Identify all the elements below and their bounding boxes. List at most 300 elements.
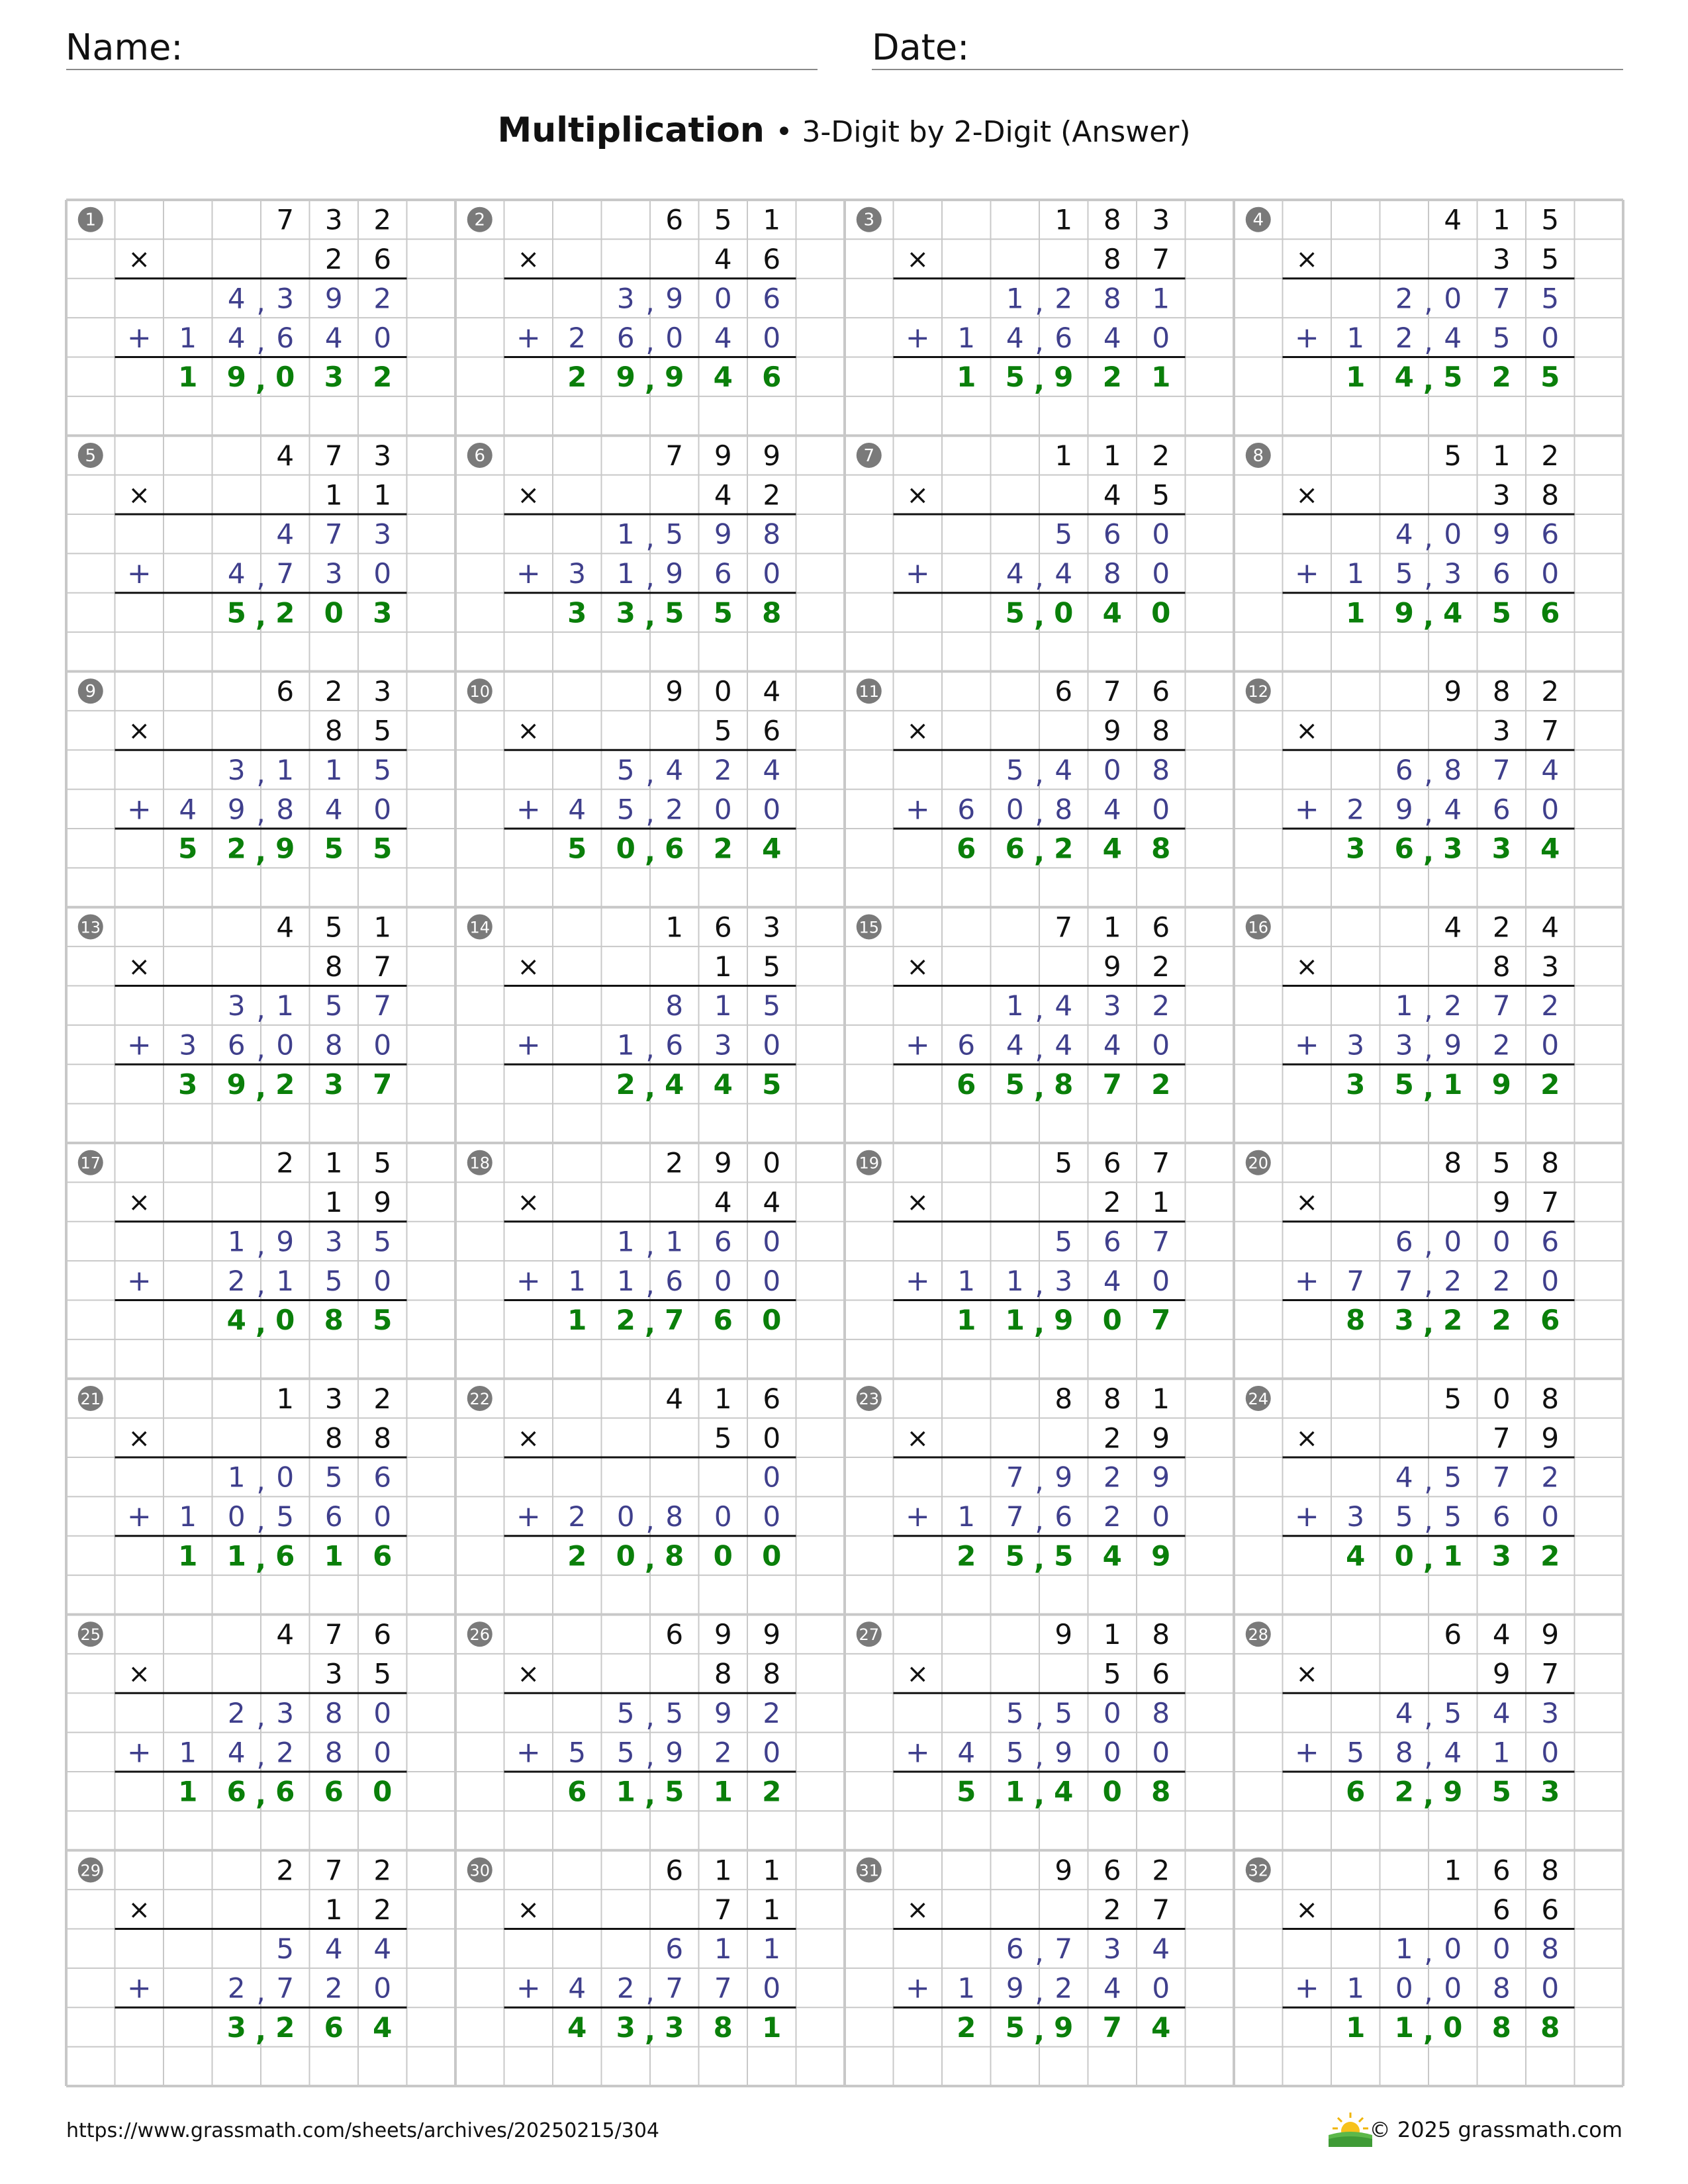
multiplicand-digit: 6 [665, 203, 684, 236]
partial-product-2-digit: 4 [1006, 1028, 1024, 1062]
partial-product-1-digit: 0 [276, 1461, 295, 1494]
answer-comma: , [1423, 1543, 1434, 1576]
problem-number: 12 [1248, 682, 1269, 702]
answer-digit: 6 [957, 1068, 976, 1101]
multiplicand-digit: 8 [1541, 1146, 1560, 1179]
partial-product-1-digit: 2 [373, 282, 392, 315]
partial-product-2-digit: 6 [665, 1264, 684, 1297]
partial-product-1-comma: , [1035, 993, 1044, 1026]
answer-digit: 8 [713, 2011, 733, 2044]
partial-product-2-digit: 0 [1541, 1028, 1560, 1062]
partial-product-1-digit: 4 [1055, 989, 1073, 1023]
partial-product-2-digit: 0 [373, 1264, 392, 1297]
answer-digit: 4 [226, 1304, 246, 1337]
answer-comma: , [645, 1543, 655, 1576]
partial-product-1-digit: 7 [1492, 753, 1511, 786]
answer-comma: , [256, 835, 266, 868]
partial-product-2-digit: 0 [373, 1028, 392, 1062]
problem-block [467, 1854, 796, 2047]
problem-number: 1 [85, 210, 97, 230]
page-title: Multiplication • 3-Digit by 2-Digit (Answer) [497, 111, 1191, 150]
plus-sign: + [905, 320, 930, 355]
partial-product-2-digit: 4 [227, 1736, 246, 1769]
problem-block [1246, 1618, 1575, 1811]
answer-digit: 3 [226, 2011, 246, 2044]
partial-product-2-digit: 5 [616, 1736, 635, 1769]
plus-sign: + [1294, 1971, 1319, 2005]
partial-product-1-digit: 1 [1152, 282, 1170, 315]
answer-digit: 4 [1443, 596, 1463, 629]
plus-sign: + [516, 1971, 541, 2005]
partial-product-2-digit: 0 [714, 1264, 732, 1297]
multiplicand-digit: 1 [1492, 439, 1511, 472]
multiplier-digit: 8 [1152, 714, 1170, 747]
answer-digit: 5 [373, 1304, 393, 1337]
answer-digit: 1 [1443, 1539, 1463, 1572]
answer-digit: 2 [226, 832, 246, 865]
multiplier-digit: 7 [1152, 1893, 1170, 1926]
partial-product-2-digit: 2 [1395, 321, 1413, 354]
times-sign: × [1295, 1894, 1319, 1925]
partial-product-1-digit: 1 [276, 989, 295, 1023]
partial-product-1-digit: 7 [373, 989, 392, 1023]
partial-product-2-digit: 4 [1444, 1736, 1462, 1769]
partial-product-1-digit: 2 [227, 1696, 246, 1729]
answer-digit: 4 [1102, 832, 1122, 865]
multiplicand-digit: 8 [1541, 1382, 1560, 1415]
partial-product-2-digit: 0 [373, 321, 392, 354]
partial-product-2-digit: 0 [763, 1500, 781, 1533]
partial-product-1-digit: 9 [1152, 1461, 1170, 1494]
partial-product-2-digit: 9 [1395, 793, 1413, 826]
problem-block [1246, 1383, 1575, 1576]
partial-product-1-comma: , [256, 993, 265, 1026]
partial-product-2-digit: 5 [568, 1736, 586, 1769]
multiplicand-digit: 6 [1103, 1146, 1121, 1179]
answer-comma: , [256, 1778, 266, 1811]
answer-digit: 0 [762, 1539, 782, 1572]
answer-digit: 2 [616, 1304, 635, 1337]
answer-comma: , [1034, 2014, 1045, 2047]
answer-comma: , [645, 1307, 655, 1340]
problem-block [78, 1147, 407, 1340]
partial-product-1-comma: , [1035, 1936, 1044, 1969]
partial-product-2-digit: 1 [179, 1500, 197, 1533]
multiplicand-digit: 2 [665, 1146, 684, 1179]
partial-product-2-digit: 0 [763, 1264, 781, 1297]
multiplicand-digit: 8 [1541, 1854, 1560, 1887]
partial-product-1-digit: 1 [1006, 989, 1024, 1023]
answer-digit: 2 [1054, 832, 1074, 865]
problem-number: 2 [474, 210, 486, 230]
partial-product-2-comma: , [645, 796, 655, 829]
partial-product-2-comma: , [1424, 561, 1433, 594]
answer-digit: 0 [713, 1539, 733, 1572]
multiplier-digit: 9 [1492, 1657, 1511, 1690]
answer-digit: 5 [1005, 2011, 1025, 2044]
partial-product-2-digit: 0 [1541, 1264, 1560, 1297]
multiplicand-digit: 2 [276, 1854, 295, 1887]
answer-digit: 8 [1151, 1775, 1171, 1808]
plus-sign: + [516, 1500, 541, 1534]
multiplicand-digit: 1 [1103, 1618, 1121, 1651]
partial-product-2-digit: 0 [1006, 793, 1024, 826]
partial-product-1-digit: 0 [1492, 1933, 1511, 1966]
answer-digit: 1 [957, 1304, 976, 1337]
partial-product-1-digit: 5 [1444, 1461, 1462, 1494]
times-sign: × [517, 480, 540, 511]
partial-product-2-digit: 9 [227, 793, 246, 826]
times-sign: × [128, 715, 151, 747]
answer-digit: 3 [324, 1068, 344, 1101]
partial-product-1-digit: 2 [714, 753, 732, 786]
plus-sign: + [1294, 1263, 1319, 1298]
multiplicand-digit: 7 [276, 203, 295, 236]
partial-product-2-comma: , [1424, 1267, 1433, 1300]
partial-product-1-digit: 8 [1152, 753, 1170, 786]
partial-product-2-digit: 0 [227, 1500, 246, 1533]
partial-product-1-digit: 3 [1541, 1696, 1560, 1729]
multiplier-digit: 5 [373, 714, 392, 747]
partial-product-2-digit: 1 [179, 1736, 197, 1769]
partial-product-2-digit: 6 [616, 321, 635, 354]
multiplier-digit: 7 [1541, 1657, 1560, 1690]
partial-product-2-comma: , [1424, 324, 1433, 357]
partial-product-2-digit: 1 [957, 1264, 976, 1297]
partial-product-1-digit: 0 [1103, 753, 1121, 786]
problem-block [857, 204, 1186, 397]
problem-number: 4 [1252, 210, 1264, 230]
answer-comma: , [1034, 1307, 1045, 1340]
partial-product-2-comma: , [645, 1032, 655, 1065]
multiplicand-digit: 5 [1055, 1146, 1073, 1179]
date-label: Date: [872, 26, 970, 68]
name-label: Name: [66, 26, 183, 68]
partial-product-1-digit: 3 [616, 282, 635, 315]
partial-product-2-digit: 4 [1103, 321, 1121, 354]
answer-digit: 2 [275, 596, 295, 629]
answer-comma: , [645, 2014, 655, 2047]
times-sign: × [906, 1187, 929, 1218]
multiplicand-digit: 9 [714, 439, 732, 472]
partial-product-1-comma: , [645, 285, 655, 318]
multiplicand-digit: 1 [763, 203, 781, 236]
multiplicand-digit: 4 [1444, 203, 1462, 236]
problem-block [467, 1383, 796, 1576]
times-sign: × [1295, 1187, 1319, 1218]
answer-digit: 9 [1054, 361, 1074, 394]
footer-url[interactable]: https://www.grassmath.com/sheets/archives/20250215/304 [66, 2119, 660, 2142]
multiplier-digit: 6 [763, 243, 781, 276]
partial-product-2-digit: 0 [763, 1972, 781, 2005]
answer-digit: 5 [1005, 1539, 1025, 1572]
answer-comma: , [645, 835, 655, 868]
problem-block [857, 1147, 1186, 1340]
multiplier-digit: 1 [373, 478, 392, 512]
partial-product-2-comma: , [1035, 324, 1044, 357]
answer-digit: 6 [226, 1775, 246, 1808]
answer-digit: 5 [324, 832, 344, 865]
answer-digit: 9 [226, 1068, 246, 1101]
multiplicand-digit: 5 [324, 911, 343, 944]
answer-digit: 8 [762, 596, 782, 629]
answer-comma: , [645, 364, 655, 397]
problem-number: 8 [1252, 445, 1264, 466]
answer-comma: , [256, 1307, 266, 1340]
partial-product-2-digit: 1 [957, 1500, 976, 1533]
partial-product-1-comma: , [1035, 756, 1044, 790]
multiplier-digit: 8 [714, 1657, 732, 1690]
partial-product-1-digit: 0 [1444, 518, 1462, 551]
partial-product-1-digit: 6 [665, 1933, 684, 1966]
partial-product-1-comma: , [256, 285, 265, 318]
answer-digit: 3 [324, 361, 344, 394]
plus-sign: + [905, 557, 930, 591]
plus-sign: + [516, 792, 541, 827]
multiplier-digit: 2 [1103, 1186, 1121, 1219]
partial-product-1-digit: 4 [665, 753, 684, 786]
answer-digit: 1 [762, 2011, 782, 2044]
times-sign: × [517, 1187, 540, 1218]
partial-product-2-digit: 4 [1103, 1028, 1121, 1062]
answer-comma: , [1034, 600, 1045, 633]
answer-digit: 1 [567, 1304, 587, 1337]
multiplicand-digit: 1 [1492, 203, 1511, 236]
partial-product-2-comma: , [256, 561, 265, 594]
partial-product-2-comma: , [256, 324, 265, 357]
answer-digit: 2 [1540, 1068, 1560, 1101]
partial-product-2-digit: 2 [227, 1972, 246, 2005]
plus-sign: + [516, 1028, 541, 1062]
answer-comma: , [1034, 1778, 1045, 1811]
partial-product-2-digit: 4 [1006, 557, 1024, 590]
answer-digit: 6 [324, 2011, 344, 2044]
title-subtitle: 3-Digit by 2-Digit (Answer) [802, 115, 1191, 149]
problem-number: 32 [1248, 1861, 1269, 1880]
answer-digit: 1 [1443, 1068, 1463, 1101]
problem-block [78, 911, 407, 1104]
partial-product-1-digit: 9 [324, 282, 343, 315]
partial-product-1-digit: 0 [1152, 518, 1170, 551]
partial-product-2-digit: 2 [276, 1736, 295, 1769]
partial-product-2-digit: 5 [1006, 1736, 1024, 1769]
answer-digit: 2 [567, 1539, 587, 1572]
partial-product-2-digit: 2 [1103, 1500, 1121, 1533]
partial-product-2-comma: , [1424, 796, 1433, 829]
multiplicand-digit: 6 [1152, 911, 1170, 944]
multiplicand-digit: 2 [1492, 911, 1511, 944]
answer-digit: 0 [1054, 596, 1074, 629]
multiplier-digit: 2 [1103, 1893, 1121, 1926]
plus-sign: + [126, 320, 152, 355]
multiplicand-digit: 5 [1541, 203, 1560, 236]
answer-digit: 0 [275, 361, 295, 394]
answer-digit: 5 [1394, 1068, 1414, 1101]
multiplier-digit: 6 [1541, 1893, 1560, 1926]
partial-product-2-comma: , [256, 1739, 265, 1772]
answer-digit: 3 [1491, 832, 1511, 865]
partial-product-1-digit: 1 [227, 1461, 246, 1494]
answer-digit: 2 [373, 361, 393, 394]
partial-product-2-digit: 1 [1346, 557, 1365, 590]
multiplicand-digit: 2 [324, 675, 343, 708]
multiplier-digit: 7 [1152, 243, 1170, 276]
plus-sign: + [126, 1735, 152, 1770]
problem-number: 9 [85, 682, 97, 702]
partial-product-2-digit: 5 [1444, 1500, 1462, 1533]
partial-product-1-digit: 0 [1444, 282, 1462, 315]
partial-product-2-digit: 6 [1492, 557, 1511, 590]
partial-product-2-digit: 0 [763, 1028, 781, 1062]
multiplicand-digit: 6 [276, 675, 295, 708]
partial-product-2-digit: 1 [1346, 321, 1365, 354]
partial-product-1-digit: 9 [1055, 1461, 1073, 1494]
answer-comma: , [256, 364, 266, 397]
multiplier-digit: 9 [1103, 714, 1121, 747]
partial-product-2-digit: 5 [1346, 1736, 1365, 1769]
partial-product-1-digit: 4 [324, 1933, 343, 1966]
answer-digit: 6 [713, 1304, 733, 1337]
answer-digit: 0 [1394, 1539, 1414, 1572]
grid-lines [66, 200, 1623, 2086]
answer-digit: 4 [373, 2011, 393, 2044]
partial-product-2-digit: 4 [1055, 1028, 1073, 1062]
answer-digit: 2 [957, 2011, 976, 2044]
partial-product-2-digit: 0 [373, 1736, 392, 1769]
partial-product-1-digit: 3 [1103, 989, 1121, 1023]
multiplier-digit: 8 [324, 714, 343, 747]
multiplicand-digit: 7 [324, 1854, 343, 1887]
multiplicand-digit: 6 [763, 1382, 781, 1415]
problem-number: 23 [859, 1389, 880, 1408]
multiplier-digit: 9 [1103, 950, 1121, 983]
partial-product-1-comma: , [645, 1228, 655, 1261]
partial-product-1-comma: , [256, 756, 265, 790]
partial-product-1-digit: 7 [1492, 989, 1511, 1023]
plus-sign: + [905, 1971, 930, 2005]
answer-digit: 9 [1491, 1068, 1511, 1101]
multiplier-digit: 6 [373, 243, 392, 276]
partial-product-2-digit: 6 [1492, 793, 1511, 826]
multiplier-digit: 3 [1492, 243, 1511, 276]
answer-comma: , [1423, 364, 1434, 397]
answer-digit: 6 [1346, 1775, 1366, 1808]
answer-digit: 3 [1394, 1304, 1414, 1337]
partial-product-2-digit: 2 [227, 1264, 246, 1297]
problem-block [467, 439, 796, 633]
partial-product-2-digit: 0 [1152, 1028, 1170, 1062]
partial-product-1-comma: , [1424, 1464, 1433, 1497]
multiplicand-digit: 6 [714, 911, 732, 944]
answer-digit: 3 [1491, 1539, 1511, 1572]
answer-digit: 1 [957, 361, 976, 394]
multiplier-digit: 7 [714, 1893, 732, 1926]
times-sign: × [906, 244, 929, 275]
multiplier-digit: 2 [1152, 950, 1170, 983]
multiplicand-digit: 8 [1492, 675, 1511, 708]
partial-product-2-digit: 1 [957, 321, 976, 354]
times-sign: × [1295, 1423, 1319, 1454]
partial-product-2-digit: 0 [1152, 1500, 1170, 1533]
answer-digit: 4 [713, 1068, 733, 1101]
multiplicand-digit: 0 [763, 1146, 781, 1179]
answer-digit: 0 [762, 1304, 782, 1337]
multiplicand-digit: 6 [1103, 1854, 1121, 1887]
answer-digit: 5 [1054, 1539, 1074, 1572]
multiplicand-digit: 1 [1103, 439, 1121, 472]
answer-digit: 1 [1394, 2011, 1414, 2044]
plus-sign: + [126, 557, 152, 591]
problem-number: 27 [859, 1625, 880, 1645]
plus-sign: + [1294, 792, 1319, 827]
partial-product-1-comma: , [1035, 1464, 1044, 1497]
plus-sign: + [905, 1735, 930, 1770]
partial-product-2-digit: 9 [1055, 1736, 1073, 1769]
answer-digit: 2 [616, 1068, 635, 1101]
multiplier-digit: 1 [324, 478, 343, 512]
multiplier-digit: 3 [1492, 714, 1511, 747]
partial-product-1-digit: 3 [276, 1696, 295, 1729]
multiplicand-digit: 4 [276, 1618, 295, 1651]
problem-block [1246, 204, 1575, 397]
multiplier-digit: 9 [1541, 1422, 1560, 1455]
partial-product-2-digit: 2 [568, 321, 586, 354]
answer-digit: 1 [1346, 596, 1366, 629]
problem-block [857, 439, 1186, 633]
answer-digit: 2 [1491, 1304, 1511, 1337]
problem-block [1246, 1854, 1575, 2047]
times-sign: × [517, 951, 540, 982]
partial-product-1-digit: 1 [227, 1225, 246, 1258]
partial-product-2-digit: 4 [1103, 1264, 1121, 1297]
partial-product-2-digit: 2 [714, 1736, 732, 1769]
partial-product-2-digit: 7 [276, 1972, 295, 2005]
partial-product-2-digit: 2 [324, 1972, 343, 2005]
answer-digit: 9 [1151, 1539, 1171, 1572]
partial-product-2-digit: 3 [1444, 557, 1462, 590]
answer-digit: 8 [1491, 2011, 1511, 2044]
partial-product-1-digit: 7 [1492, 282, 1511, 315]
answer-digit: 3 [567, 596, 587, 629]
partial-product-2-digit: 6 [665, 1028, 684, 1062]
answer-digit: 1 [178, 361, 198, 394]
partial-product-2-digit: 4 [227, 321, 246, 354]
partial-product-1-digit: 8 [665, 989, 684, 1023]
multiplicand-digit: 1 [1103, 911, 1121, 944]
partial-product-2-comma: , [645, 561, 655, 594]
answer-digit: 3 [1443, 832, 1463, 865]
partial-product-1-digit: 1 [616, 1225, 635, 1258]
partial-product-2-digit: 3 [1346, 1500, 1365, 1533]
multiplier-digit: 1 [324, 1186, 343, 1219]
answer-digit: 0 [275, 1304, 295, 1337]
answer-digit: 4 [1394, 361, 1414, 394]
multiplicand-digit: 9 [763, 439, 781, 472]
multiplier-digit: 7 [1541, 714, 1560, 747]
problem-number: 14 [469, 918, 491, 937]
partial-product-1-digit: 0 [1103, 1696, 1121, 1729]
multiplier-digit: 4 [763, 1186, 781, 1219]
answer-digit: 2 [762, 1775, 782, 1808]
multiplicand-digit: 3 [373, 675, 392, 708]
multiplicand-digit: 5 [1444, 1382, 1462, 1415]
answer-digit: 9 [1394, 596, 1414, 629]
answer-digit: 5 [1491, 596, 1511, 629]
plus-sign: + [126, 1263, 152, 1298]
answer-comma: , [645, 600, 655, 633]
problem-block [857, 1854, 1186, 2047]
partial-product-2-digit: 2 [1055, 1972, 1073, 2005]
